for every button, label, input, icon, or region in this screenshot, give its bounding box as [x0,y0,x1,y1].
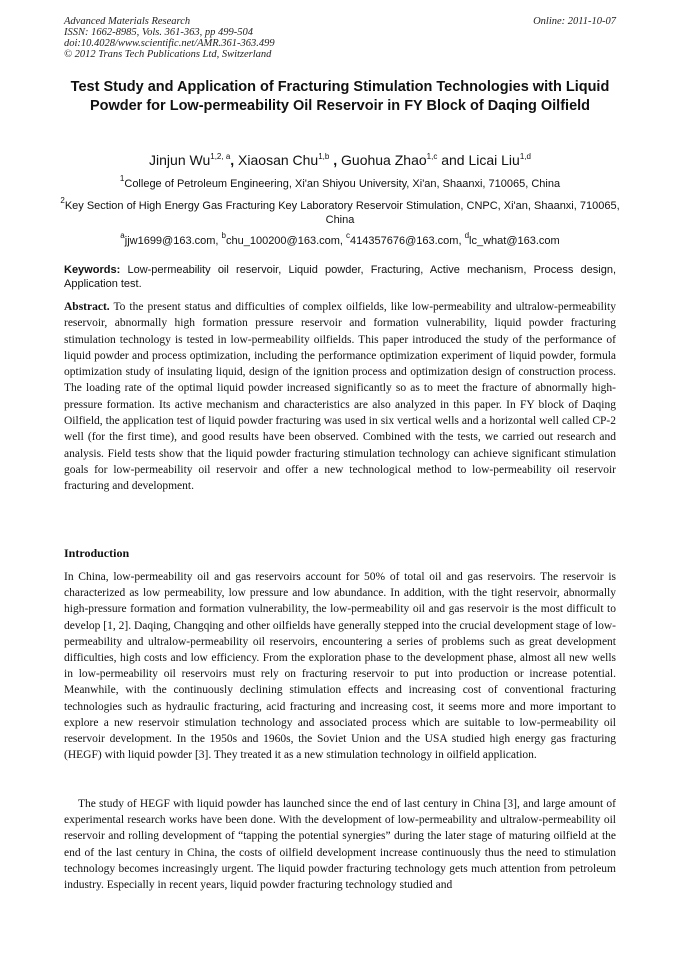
email-superscript: b [221,231,226,240]
email-address: lc_what@163.com [469,235,560,247]
email-address: chu_100200@163.com, [225,235,343,247]
paper-title: Test Study and Application of Fracturing Stimulation Technologies with Liquid Powder for Low-permeability Oil Reservoir in FY Block of Daqing Oilfield [70,79,610,114]
author-separator: , [333,152,338,168]
author-name: Licai Liu [468,152,520,168]
issn-line: ISSN: 1662-8985, Vols. 361-363, pp 499-504 [64,27,253,38]
affiliation-superscript: 2 [60,196,65,205]
author-name: Jinjun Wu [149,152,211,168]
copyright-line: © 2012 Trans Tech Publications Ltd, Switzerland [64,49,272,60]
author-superscript: 1,2, a [210,152,231,161]
abstract-label: Abstract. [64,301,110,313]
author-name: Xiaosan Chu [238,152,319,168]
abstract-text: To the present status and difficulties of complex oilfields, like low-permeability and ultralow-permeability reservoir, abnormally high formation pressure reservoir and formation vulnerability, liquid powder fracturing stimulation technology is tested in low-permeability oilfields. This paper introduced the study of the performance of liquid powder and process optimization, including the performance optimization experiment of liquid powder, formula optimization study of insulating liquid, design of the ignition process and optimization design of construction process. The loading rate of the optimal liquid powder increased significantly so as to meet the fracture of abnormally high-pressure formation. Its active mechanism and characteristics are also analyzed in this paper. In FY block of Daqing Oilfield, the application test of liquid powder fracturing was used in six vertical wells and a horizontal well called CP-2 well (for the first time), and good results have been observed. Combined with the tests, we carried out research and analysis. Field tests show that the liquid powder fracturing stimulation technology can achieve significant stimulation goals for low-permeability oil reservoir and offer a new technological method to low-permeability oil reservoir fracturing and development. [64,301,616,493]
email-address: jjw1699@163.com, [124,235,219,247]
doi-line: doi:10.4028/www.scientific.net/AMR.361-363.499 [64,38,275,49]
author-separator: , [230,152,235,168]
author-and: and [441,152,465,168]
affiliation-text: Key Section of High Energy Gas Fracturing Key Laboratory Reservoir Stimulation, CNPC, Xi'an, Shaanxi, 710065, China [64,200,620,226]
keywords-text: Low-permeability oil reservoir, Liquid powder, Fracturing, Active mechanism, Process design, Application test. [64,264,617,290]
author-superscript: 1,c [426,152,438,161]
author-list [40,151,640,169]
introduction-paragraph-2: The study of HEGF with liquid powder has launched since the end of last century in China [3], and large amount of experimental research works have been done. With the development of low-permeability and ultralow-permeability oil reservoir and rolling development of “tapping the potential synergies” during the later stage of maturing oilfield at the end of the last century in China, the costs of oilfield development increase continuously thus the need to stimulation technology becomes increasingly urgent. The liquid powder fracturing technology gets much attention from petroleum industry. Especially in recent years, liquid powder fracturing technology studied and [64,798,616,892]
author-name: Guohua Zhao [341,152,427,168]
affiliation-text: College of Petroleum Engineering, Xi'an Shiyou University, Xi'an, Shaanxi, 710065, China [124,178,561,190]
author-superscript: 1,b [318,152,330,161]
author-emails [60,231,620,248]
affiliation-2 [60,196,620,227]
keywords-label: Keywords: [64,264,121,276]
author-superscript: 1,d [519,152,531,161]
affiliation-superscript: 1 [119,174,125,183]
email-address: 414357676@163.com, [350,235,462,247]
affiliation-1 [60,174,620,191]
keywords-section [64,263,616,291]
online-date: Online: 2011-10-07 [533,16,616,27]
email-superscript: d [464,231,470,240]
abstract-section [64,299,616,495]
email-superscript: c [346,231,351,240]
introduction-heading: Introduction [64,546,130,560]
journal-name: Advanced Materials Research [64,16,191,27]
introduction-paragraph-1: In China, low-permeability oil and gas reservoirs account for 50% of total oil and gas reservoirs. The reservoir is characterized as low permeability, low pressure and low abundance. In addition, with the tight reservoir, abnormally high-pressure formation and formation vulnerability, the low-permeability oil and gas reservoir is the most difficult to develop [1, 2]. Daqing, Changqing and other oilfields have generally stepped into the crucial development stage of low-permeability and ultralow-permeability oil reservoirs, encountering a series of problems such as great development difficulties, high costs and low efficiency. From the exploration phase to the development phase, almost all new wells in low-permeability oil reservoirs must rely on fracturing reservoir to put into production or increase potential. Meanwhile, with the continuously declining stimulation effects and increasing cost of conventional fracturing technologies such as hydraulic fracturing, acid fracturing and increasing cost, it seems more and more important to explore a new reservoir stimulation technology and associated process which are suitable to low-permeability oil reservoir development. In the 1950s and 1960s, the Soviet Union and the USA studied high energy gas fracturing (HEGF) with liquid powder [3]. They treated it as a new stimulation technology in oilfield application. [64,571,616,762]
journal-header [64,16,616,60]
email-superscript: a [120,231,125,240]
